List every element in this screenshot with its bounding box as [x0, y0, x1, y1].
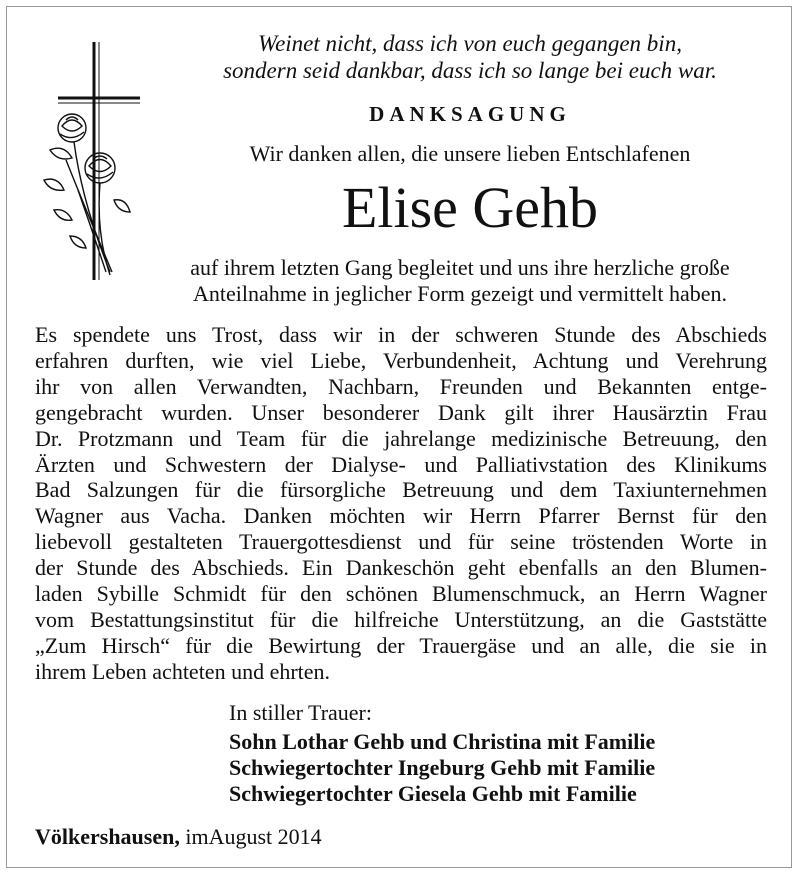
paragraph-line: liebevoll gestalteten Trauergottesdienst und für seine tröstenden Worte in — [35, 529, 767, 555]
footer-place: Völkershausen, — [35, 824, 180, 849]
paragraph-line: laden Sybille Schmidt für den schönen Blumenschmuck, an Herrn Wagner — [35, 581, 767, 607]
signer-line: Schwiegertochter Ingeburg Gehb mit Familie — [229, 755, 656, 780]
thanks-paragraph — [35, 322, 767, 685]
paragraph-line: Es spendete uns Trost, dass wir in der schweren Stunde des Abschieds — [35, 322, 767, 347]
paragraph-line: Dr. Protzmann und Team für die jahrelange medizinische Betreuung, den — [35, 425, 767, 451]
quote-line-1: Weinet nicht, dass ich von euch gegangen bin, — [258, 31, 682, 56]
paragraph-line: der Stunde des Abschieds. Ein Dankeschön geht ebenfalls an den Blumen- — [35, 555, 767, 581]
paragraph-line: Wagner aus Vacha. Danken möchten wir Herrn Pfarrer Bernst für den — [35, 503, 767, 529]
notice-heading: DANKSAGUNG — [369, 102, 571, 126]
paragraph-line: „Zum Hirsch“ für die Bewirtung der Trauergäse und an alle, die sie in — [35, 632, 767, 658]
paragraph-line: ihr von allen Verwandten, Nachbarn, Freunden und Bekannten entge- — [35, 373, 767, 399]
paragraph-line: Ärzten und Schwestern der Dialyse- und Palliativstation des Klinikums — [35, 451, 767, 477]
quote-line-2: sondern seid dankbar, dass ich so lange bei euch war. — [223, 58, 717, 83]
deceased-name: Elise Gehb — [341, 175, 599, 240]
footer-date: imAugust 2014 — [185, 824, 322, 849]
signer-line: Schwiegertochter Giesela Gehb mit Familie — [229, 781, 637, 806]
mourning-label: In stiller Trauer: — [229, 700, 372, 725]
cross-with-roses-icon — [30, 40, 145, 290]
paragraph-line: Bad Salzungen für die fürsorgliche Betreuung und dem Taxiunternehmen — [35, 477, 767, 503]
after-name-line-1: auf ihrem letzten Gang begleitet und uns ihre herzliche große — [190, 255, 730, 280]
after-name-text — [150, 255, 770, 307]
paragraph-line: gengebracht wurden. Unser besonderer Dank gilt ihrer Hausärztin Frau — [35, 399, 767, 425]
intro-line: Wir danken allen, die unsere lieben Entschlafenen — [249, 141, 691, 166]
paragraph-line: ihrem Leben achteten und ehrten. — [35, 658, 331, 684]
paragraph-line: erfahren durften, wie viel Liebe, Verbundenheit, Achtung und Verehrung — [35, 347, 767, 373]
place-date — [35, 824, 322, 850]
signer-line: Sohn Lothar Gehb und Christina mit Familie — [229, 729, 656, 754]
paragraph-line: vom Bestattungsinstitut für die hilfreiche Unterstützung, an die Gaststätte — [35, 606, 767, 632]
after-name-line-2: Anteilnahme in jeglicher Form gezeigt und vermittelt haben. — [193, 281, 727, 306]
